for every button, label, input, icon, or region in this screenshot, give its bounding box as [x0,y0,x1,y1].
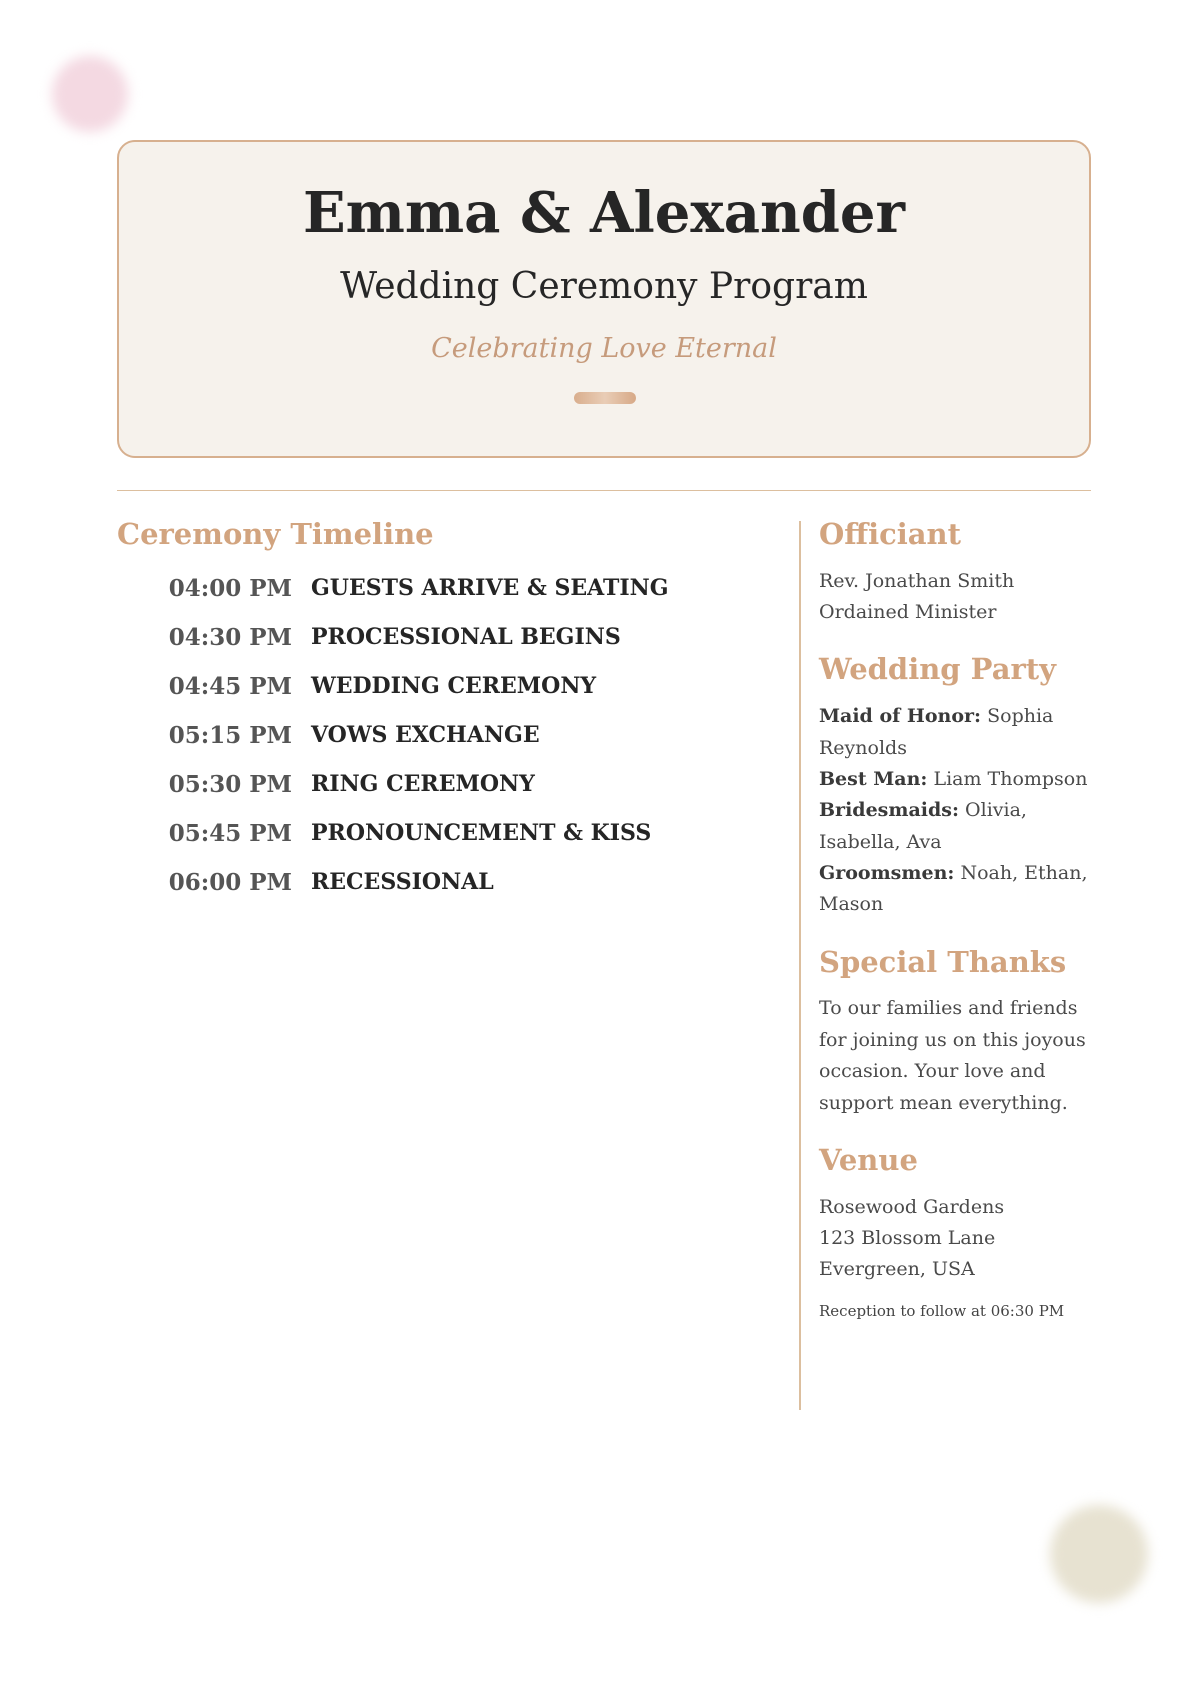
officiant-section [819,517,1094,628]
party-names: Liam Thompson [933,767,1088,790]
vertical-divider [799,521,801,1410]
event-title: RING CEREMONY [311,770,535,797]
program-subtitle: Wedding Ceremony Program [340,266,868,307]
venue-title: Venue [819,1142,918,1177]
reception-note: Reception to follow at 06:30 PM [819,1301,1065,1320]
special-thanks-text: To our families and friends for joining us on this joyous occasion. Your love and support mean everything. [819,997,1086,1114]
party-member [819,858,1094,921]
party-names: Sophia Reynolds [819,705,1054,759]
party-role: Groomsmen: [819,862,955,884]
horizontal-divider [117,490,1091,491]
event-time: 05:45 PM [168,819,292,847]
ceremony-timeline [117,517,767,918]
party-member [819,795,1094,858]
party-role: Bridesmaids: [819,799,959,822]
event-title: WEDDING CEREMONY [311,672,597,699]
timeline-event [117,575,767,624]
officiant-name: Rev. Jonathan Smith [819,569,1015,592]
venue-address-line2: Evergreen, USA [819,1258,975,1281]
wedding-party-section [819,652,1094,920]
decorative-pink-circle [52,56,128,132]
timeline-events [117,575,767,918]
special-thanks-section [819,945,1094,1119]
timeline-event [117,624,767,673]
event-title: PRONOUNCEMENT & KISS [311,819,652,846]
party-role: Maid of Honor: [819,705,982,728]
venue-name: Rosewood Gardens [819,1195,1005,1218]
party-member [819,764,1094,795]
party-role: Best Man: [819,767,928,790]
timeline-event [117,771,767,820]
event-title: PROCESSIONAL BEGINS [311,623,621,650]
timeline-title: Ceremony Timeline [117,517,434,551]
venue-section [819,1143,1094,1321]
event-time: 06:00 PM [168,868,292,896]
couple-names: Emma & Alexander [302,180,906,246]
event-time: 05:15 PM [168,721,292,749]
party-names: Olivia, Isabella, Ava [819,799,1027,853]
sidebar [819,517,1094,1345]
event-title: VOWS EXCHANGE [311,721,540,748]
officiant-title: Officiant [819,517,962,551]
party-names: Noah, Ethan, Mason [819,862,1088,916]
event-title: RECESSIONAL [311,868,494,895]
event-time: 04:30 PM [168,623,292,651]
header-card [117,140,1091,458]
tagline: Celebrating Love Eternal [431,333,777,364]
officiant-role: Ordained Minister [819,601,997,624]
timeline-event [117,722,767,771]
timeline-event [117,869,767,918]
event-time: 04:45 PM [168,672,292,700]
decorative-olive-circle [1050,1505,1148,1603]
special-thanks-title: Special Thanks [819,944,1067,979]
ornament-divider [574,392,636,404]
event-title: GUESTS ARRIVE & SEATING [311,574,669,601]
timeline-event [117,820,767,869]
event-time: 04:00 PM [168,574,292,602]
party-member [819,701,1094,764]
timeline-event [117,673,767,722]
event-time: 05:30 PM [168,770,292,798]
wedding-party-title: Wedding Party [819,652,1057,687]
venue-address-line1: 123 Blossom Lane [819,1227,996,1249]
